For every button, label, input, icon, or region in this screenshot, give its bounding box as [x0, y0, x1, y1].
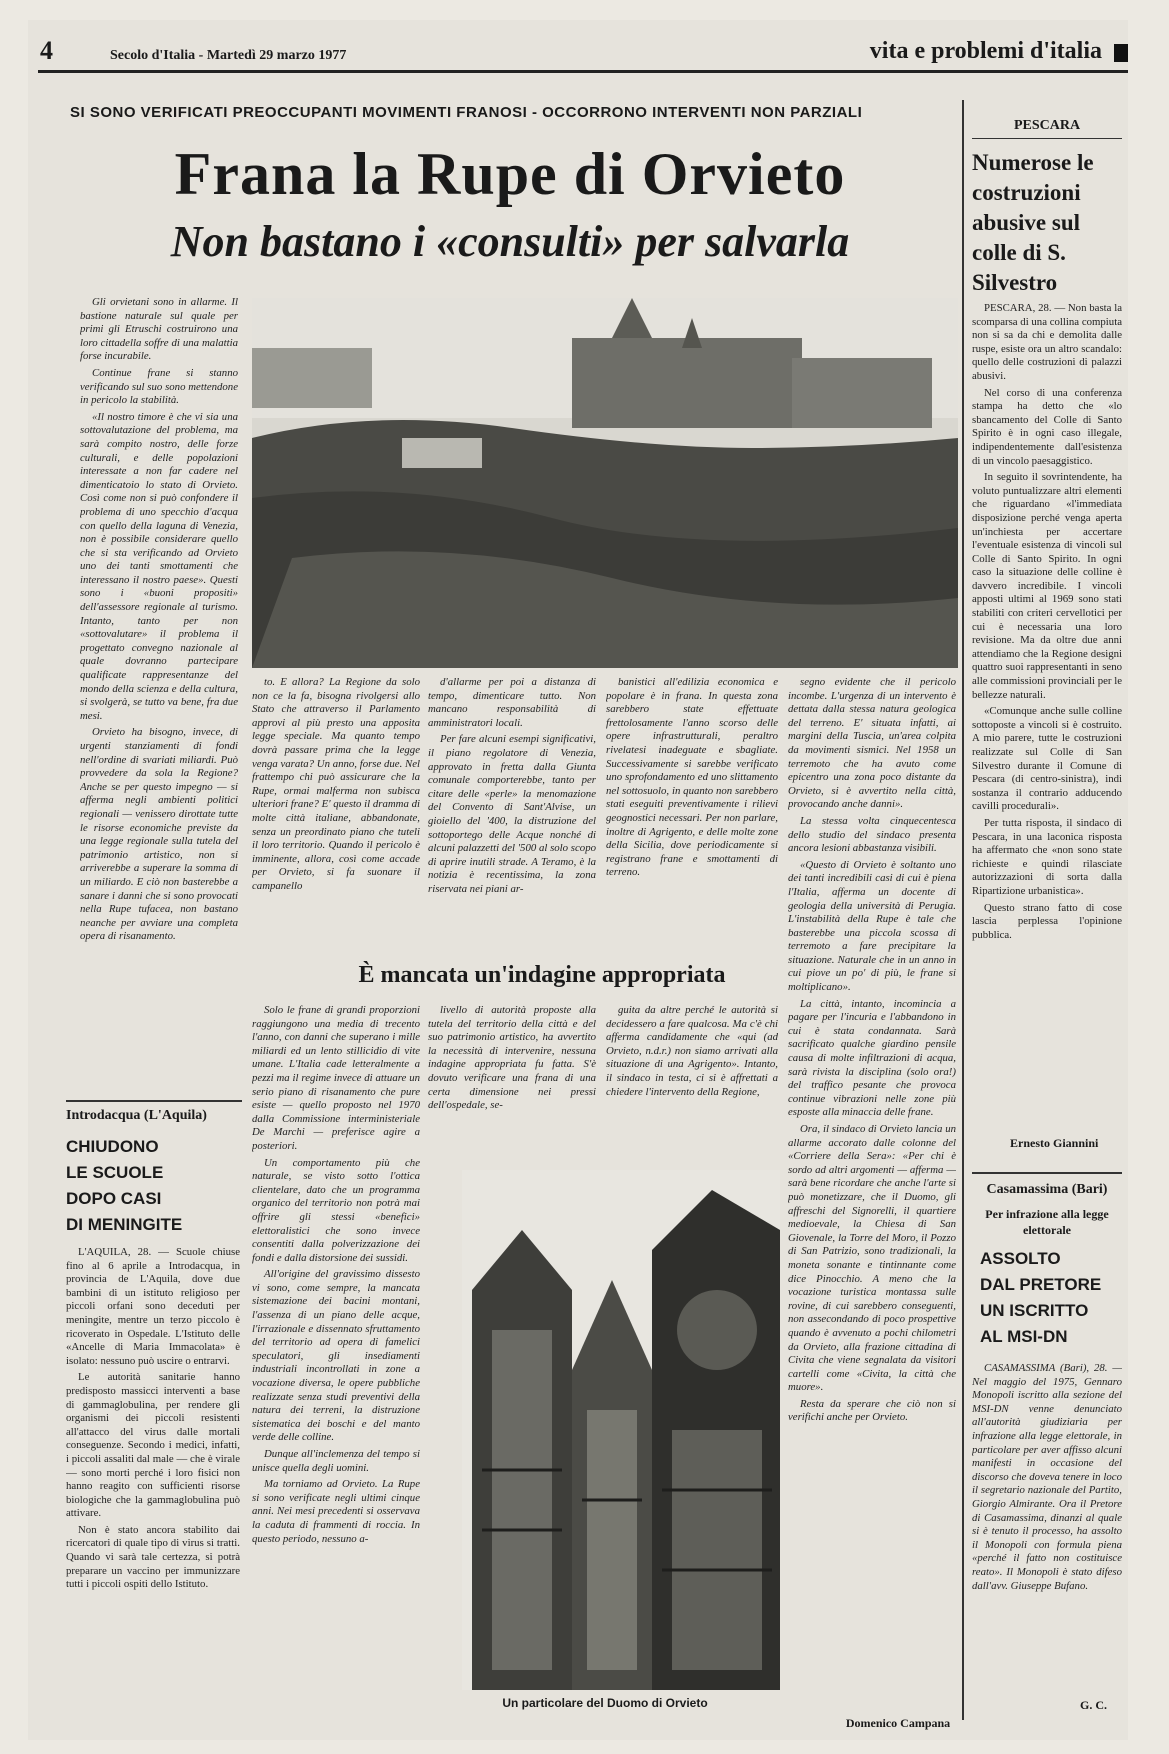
paragraph: Resta da sperare che ciò non si verifichi anche per Orvieto.	[788, 1397, 956, 1424]
article-column-1	[80, 296, 238, 996]
divider	[66, 1100, 242, 1102]
casamassima-subtag: Per infrazione alla legge elettorale	[985, 1207, 1109, 1237]
paragraph: Solo le frane di grandi proporzioni raggiungono una media di trecento l'anno, con danni che superano i mille miliardi ed un lento stillicidio di vite umane. L'Italia cade letteralmente a pezzi ma il regime invece di attuare un serio piano di risanamento che pure esiste — quello proposto nel 1970 dalla Commissione interministeriale De Marchi — preferisce agire a posteriori.	[252, 1004, 420, 1152]
article-column-8	[606, 1004, 778, 1154]
title-line: DI MENINGITE	[66, 1215, 183, 1234]
paragraph: CASAMASSIMA (Bari), 28. — Nel maggio del 1975, Gennaro Monopoli iscritto alla sezione del MSI-DN venne denunciato all'autorità giudiziaria per infrazione alla legge elettorale, in particolare per aver affisso alcuni manifesti in occasione del discorso che doveva tenere in loco il segretario nazionale del Partito, Giorgio Almirante. Ora il Pretore di Casamassima, dinanzi al quale si è tenuto il processo, ha assolto il Monopoli con formula piena «perché il fatto non costituisce reato». Il Monopoli è stato difeso dall'avv. Giuseppe Bufano.	[972, 1362, 1122, 1592]
paragraph: La stessa volta cinquecentesca dello studio del sindaco presenta ancora lesioni abbastanza visibili.	[788, 814, 956, 855]
duomo-photo	[462, 1170, 780, 1690]
paragraph: La città, intanto, incomincia a pagare per l'incuria e l'abbandono in cui è stata condannata. Sarà sacrificato qualche giardino pensile causa di molte infiltrazioni di acqua, sarà rivista la disciplina (solo ora!) del traffico pesante che provoca continue vibrazioni nelle zone più esposte alla minaccia delle frane.	[788, 997, 956, 1119]
pescara-signature: Ernesto Giannini	[1010, 1136, 1099, 1150]
paragraph: to. E allora? La Regione da solo non ce la fa, bisogna rivolgersi allo Stato che attraverso il Parlamento approvi al più presto una apposita legge speciale. Ma quanto tempo dovrà passare prima che la legge venga varata? Un anno, forse due. Nel frattempo chi può assicurare che la Rupe, ormai malferma non subisca ulteriori frane? E' questo il dramma di molte città italiane, abbandonate, senza un preordinato piano che tuteli il loro territorio. Quando il pericolo è imminente, allora, così come accade per Orvieto, si fa suonare il campanello	[252, 676, 420, 892]
divider	[972, 1172, 1122, 1174]
article-column-3	[428, 676, 596, 956]
paragraph: All'origine del gravissimo dissesto vi sono, come sempre, la mancata sistemazione dei bacini montani, l'assenza di un piano delle acque, l'irrazionale e dissennato sfruttamento del territorio ad opera di famelici speculatori, gli insediamenti industriali incontrollati in zone a vocazione diversa, le opere pubbliche realizzate senza studi preventivi della natura dei terreni, la distruzione sistematica dei boschi e del manto verde delle colline.	[252, 1268, 420, 1444]
casamassima-body	[972, 1362, 1122, 1694]
aquila-body	[66, 1246, 240, 1706]
paragraph: In seguito il sovrintendente, ha voluto puntualizzare altri elementi che riguardano «l'immediata disposizione perché venga aperta un'inchiesta per accertare l'eventuale esistenza di vincoli sul Colle di Santo Spirito. In ogni caso la situazione delle colline è davvero incredibile. I vincoli apposti ultimi al 1969 sono stati stabiliti con criteri cervellotici per cui è necessaria una loro revisione. Ma da oltre due anni attendiamo che la Regione designi quattro suoi rappresentanti in seno alle commissioni provinciali per le bellezze naturali.	[972, 471, 1122, 701]
title-line: ASSOLTO	[980, 1249, 1061, 1268]
rupe-photo	[252, 298, 958, 668]
article-column-2	[252, 676, 420, 956]
title-line: UN ISCRITTO	[980, 1301, 1089, 1320]
paragraph: Dunque all'inclemenza del tempo si unisce quella degli uomini.	[252, 1448, 420, 1474]
paragraph: Orvieto ha bisogno, invece, di urgenti stanziamenti di fondi nell'ordine di svariati miliardi. Può provvedere da sola la Regione? Anche se per questo impegno — si afferma negli ambienti politici regionali — venissero dirottate tutte le risorse economiche previste da una legge regionale sulla tutela del patrimonio artistico, non si arriverebbe a superare la somma di un miliardo. E ciò non basterebbe a sanare i danni che si sono provocati nella Rupe tufacea, non bastano neanche per avviare una completa opera di risanamento.	[80, 726, 238, 943]
paragraph: «Questo di Orvieto è soltanto uno dei tanti incredibili casi di cui è piena l'Italia, afferma un docente di geologia della università di Perugia. L'instabilità della Rupe è tale che basterebbe una piccola scossa di terremoto a fare precipitare la situazione. Naturale che in un anno in cui piove un po' di più, le frane si moltiplicano».	[788, 858, 956, 994]
article-column-5	[788, 676, 956, 1706]
paragraph: Continue frane si stanno verificando sul suo sono mettendone in pericolo la stabilità.	[80, 366, 238, 407]
byline: Domenico Campana	[845, 1716, 951, 1730]
article-column-7	[428, 1004, 596, 1154]
article-column-4	[606, 676, 778, 956]
photo-caption: Un particolare del Duomo di Orvieto	[502, 1696, 708, 1710]
paragraph: guita da altre perché le autorità si decidessero a fare qualcosa. Ma c'è chi afferma candidamente che «qui (ad Orvieto, n.d.r.) non siamo arrivati alla situazione di una Agrigento». Intanto, il sindaco in testa, ci si è affrettati a chiedere l'intervento della Regione,	[606, 1004, 778, 1098]
page-header	[38, 34, 1128, 73]
paragraph: livello di autorità proposte alla tutela del territorio della città e del suo patrimonio artistico, ha avvertito la necessità di intervenire, nessuna indagine appropriata fu fatta. S'è dovuto verificare una frana di una certa dimensione nei pressi dell'ospedale, se-	[428, 1004, 596, 1112]
title-line: CHIUDONO	[66, 1137, 159, 1156]
paragraph: «Comunque anche sulle colline sottoposte a vincoli si è costruito. A mio parere, tutte le costruzioni realizzate sul Colle di San Silvestro durante il Comune di Pescara (di centro-sinistra), indi sostanza il contrario adducendo cavilli procedurali».	[972, 705, 1122, 813]
paragraph: segno evidente che il pericolo incombe. L'urgenza di un intervento è dettata dalla stessa natura geologica del terreno. E' situata infatti, ai margini della Tuscia, un'area colpita da movimenti sismici. Nel 1958 un terremoto che ha avuto come epicentro una zona poco distante da Orvieto, si è avvertito nella città, provocando anche danni».	[788, 676, 956, 811]
subheadline: Non bastano i «consulti» per salvarla	[170, 217, 850, 266]
pescara-title: Numerose le costruzioni abusive sul colle di S. Silvestro	[972, 150, 1094, 295]
pescara-tag: PESCARA	[972, 118, 1122, 139]
casamassima-signature: G. C.	[1080, 1698, 1107, 1712]
title-line: LE SCUOLE	[66, 1163, 164, 1182]
title-line: AL MSI-DN	[980, 1327, 1068, 1346]
article-kicker: SI SONO VERIFICATI PREOCCUPANTI MOVIMENTI FRANOSI - OCCORRONO INTERVENTI NON PARZIALI	[70, 104, 863, 121]
aquila-title	[66, 1134, 242, 1238]
section-heading: È mancata un'indagine appropriata	[358, 962, 726, 988]
paragraph: PESCARA, 28. — Non basta la scomparsa di una collina compiuta non si sa da chi e demolita dalle ruspe, esiste ora un altro scandalo: quello delle costruzioni di palazzi abusivi.	[972, 302, 1122, 382]
casamassima-tag: Casamassima (Bari)	[986, 1182, 1108, 1197]
paragraph: Un comportamento più che naturale, se visto sotto l'ottica clientelare, dato che un programma organico del territorio non potrà mai offrire gli stessi «benefici» elettoralistici che sono invece consentiti dalla polverizzazione dei fondi e dalla distorsione dei sussidi.	[252, 1156, 420, 1264]
page-number: 4	[40, 36, 53, 65]
paragraph: Le autorità sanitarie hanno predisposto massicci interventi a base di gammaglobulina, per rendere gli organismi dei piccoli resistenti all'attacco del virus dalle mortali conseguenze. Secondo i medici, infatti, i piccoli assaliti dal male — che è virale — sono morti perché i loro fisici non hanno reagito con sufficienti risorse biologiche che la gammaglobulina può attivare.	[66, 1371, 240, 1520]
paragraph: d'allarme per poi a distanza di tempo, dimenticare tutto. Non mancano responsabilità di amministratori locali.	[428, 676, 596, 729]
paragraph: Nel corso di una conferenza stampa ha detto che «lo sbancamento del Colle di Santo Spirito è in ogni caso illegale, indipendentemente dall'esistenza di un vincolo paesaggistico.	[972, 386, 1122, 467]
aquila-tag: Introdacqua (L'Aquila)	[66, 1108, 207, 1123]
paragraph: Ora, il sindaco di Orvieto lancia un allarme accorato dalle colonne del «Corriere della Sera»: «Per chi è sordo ad altri argomenti — afferma — sarà bene ricordare che anche l'arte si può monetizzare, che il Duomo, gli affreschi del Signorelli, il quartiere medioevale, la Chiesa di San Giovenale, la Torre del Moro, il Pozzo di San Patrizio, sono tradizionali, la moneta sonante e tintinnante come dice Pinocchio. A meno che la vocazione turistica montassa sulle rovine, di cui sarebbero conseguenti, non assecondando di poco prospettive quando è avvenuto a pochi chilometri da Orvieto, alla frazione cittadina di Civita che viene segnalata da visitori cartelli come «Civita, la città che muore».	[788, 1123, 956, 1394]
pescara-body	[972, 302, 1122, 1102]
title-line: DAL PRETORE	[980, 1275, 1102, 1294]
paper-date: Secolo d'Italia - Martedì 29 marzo 1977	[110, 48, 347, 63]
paragraph: Per tutta risposta, il sindaco di Pescara, in una laconica risposta ha affermato che «non sono state richieste e quindi rilasciate autorizzazioni di sorta dalla Ripartizione urbanistica».	[972, 816, 1122, 897]
article-column-6	[252, 1004, 420, 1704]
title-line: DOPO CASI	[66, 1189, 162, 1208]
paragraph: L'AQUILA, 28. — Scuole chiuse fino al 6 aprile a Introdacqua, in provincia de L'Aquila, dove due bambini di un istituto religioso per piccoli orfani sono deceduti per meningite, mentre un terzo piccolo è ricoverato in Ospedale. L'Istituto delle «Ancelle di Maria Immacolata» è isolato: nessuno può uscire o entrarvi.	[66, 1246, 240, 1367]
paragraph: Non è stato ancora stabilito dai ricercatori di quale tipo di virus si tratti. Quando vi sarà tale certezza, si potrà preparare un vaccino per immunizzare tutti i piccoli ospiti dello Istituto.	[66, 1523, 240, 1591]
paragraph: Ma torniamo ad Orvieto. La Rupe si sono verificate negli ultimi cinque anni. Nei mesi precedenti si osservava la caduta di frammenti di roccia. In questo periodo, nessuno a-	[252, 1478, 420, 1545]
casamassima-title	[980, 1246, 1126, 1350]
paragraph: Per fare alcuni esempi significativi, il piano regolatore di Venezia, approvato in fretta dalla Giunta comunale comporterebbe, tanto per citare delle «perle» la menomazione del Convento di Sant'Alvise, un gioiello del '400, la distruzione del sottoportego delle Acque nonché di alcuni palazzetti del '500 al solo scopo di aprire inutili strade. A Teramo, è la notizia è recentissima, la zona riservata nei piani ar-	[428, 733, 596, 895]
paragraph: «Il nostro timore è che vi sia una sottovalutazione del problema, ma sarà compito nostro, delle forze culturali, e delle popolazioni interessate a non far cadere nel dimenticatoio lo stato di Orvieto. Così come non si può confondere il problema di uno specchio d'acqua con quello della laguna di Venezia, non è possibile considerare quello che si sta verificando ad Orvieto uno dei tanti smottamenti che interessano il nostro paese». Questi sono i «buoni propositi» dell'assessore regionale al turismo. Intanto, tanto per non «sottovalutare» il problema il progettato convegno nazionale al quale dovranno partecipare qualificate rappresentanze del mondo della scienza e della cultura, si svolgerà, se tutto va bene, fra due mesi.	[80, 410, 238, 722]
paragraph: banistici all'edilizia economica e popolare è in frana. In questa zona sarebbero state effettuate frettolosamente l'anno scorso delle opere infrastrutturali, peraltro rivelatesi inadeguate e sbagliate. Successivamente si sarebbe verificato uno sprofondamento ed uno slittamento nel sottosuolo, in quanto non sarebbero stati eseguiti preventivamente i rilievi geognostici necessari. Per non parlare, inoltre di Agrigento, e delle molte zone della Sicilia, dove periodicamente si registrano frane e smottamenti di terreno.	[606, 676, 778, 879]
paragraph: Gli orvietani sono in allarme. Il bastione naturale sul quale per primi gli Etruschi costruirono una loro cittadella soffre di una malattia forse incurabile.	[80, 296, 238, 363]
section-title: vita e problemi d'italia	[869, 38, 1102, 64]
paragraph: Questo strano fatto di cose lascia perplessa l'opinione pubblica.	[972, 901, 1122, 941]
square-bullet-icon	[1114, 44, 1128, 62]
headline: Frana la Rupe di Orvieto	[174, 141, 846, 207]
